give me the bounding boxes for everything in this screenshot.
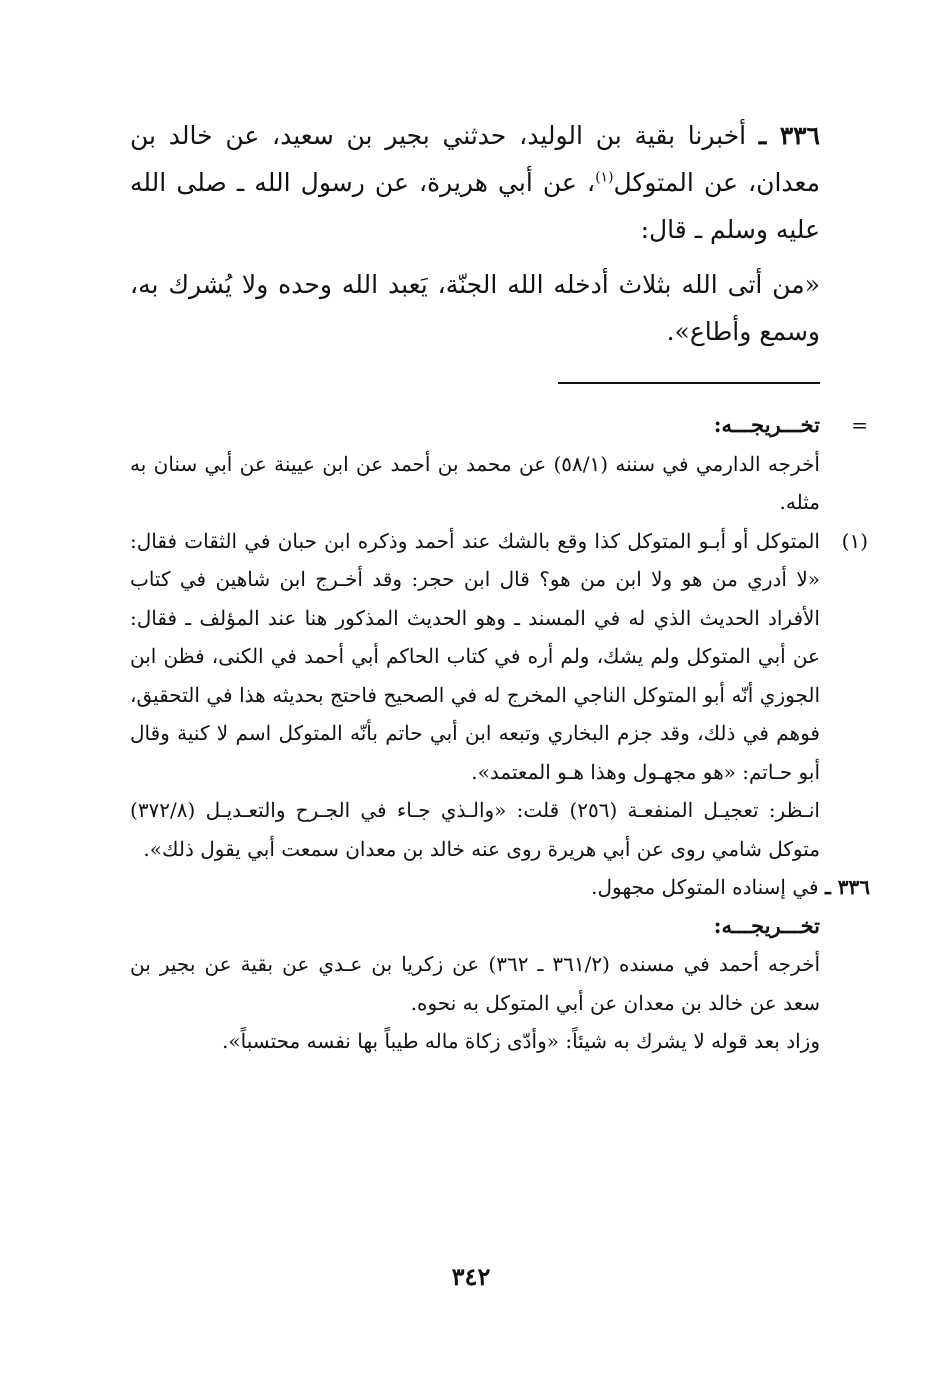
hadith-336-label: ٣٣٦ ـ — [824, 875, 870, 899]
footnote-separator — [558, 382, 820, 384]
isnad-part-2: ، عن أبي هريرة، عن رسول الله ـ صلى الله عليه وسلم ـ قال: — [130, 168, 820, 244]
takhrij-heading: تخـــريجـــه: — [713, 412, 820, 437]
hadith-336-extra: وزاد بعد قوله لا يشرك به شيئاً: «وأدّى زكاة ماله طيباً بها نفسه محتسباً». — [222, 1029, 820, 1053]
hadith-336-commentary — [130, 868, 870, 1061]
main-text — [130, 112, 820, 355]
continuation-text: أخرجه الدارمي في سننه (٥٨/١) عن محمد بن أحمد عن ابن عيينة عن أبي سنان به مثله. — [130, 451, 820, 514]
footnote-1 — [130, 522, 868, 869]
hadith-isnad — [130, 112, 820, 253]
continuation-note — [130, 406, 868, 522]
hadith-336-grading — [130, 868, 870, 907]
page-number: ٣٤٢ — [451, 1262, 491, 1291]
footnote-1-text: المتوكل أو أبـو المتوكل كذا وقع بالشك عند أحمد وذكره ابن حبان في الثقات فقال: «لا أدري من هو ولا ابن من هو؟ قال ابن حجر: وقد أخـرج ابن شاهين في كتاب الأفراد الحديث الذي له في المسند ـ وهو الحديث المذكور هنا عند المؤلف ـ فقال: عن أبي المتوكل ولم يشك، ولم أره في كتاب الحاكم أبي أحمد في الكنى، فظن ابن الجوزي أنّه أبو المتوكل الناجي المخرج له في الصحيح فاحتج بحديثه هذا في التحقيق، فوهم في ذلك، وقد جزم البخاري وتبعه ابن أبي حاتم بأنّه المتوكل اسم لا كنية وقال أبو حـاتم: «هو مجهـول وهذا هـو المعتمد». — [130, 528, 820, 784]
footnote-1-marker: (١) — [841, 528, 868, 553]
isnad-part-1: أخبرنا بقية بن الوليد، حدثني بجير بن سعيد، عن خالد بن معدان، عن المتوكل — [130, 121, 821, 197]
footnote-1-see: انـظر: تعجيـل المنفعـة (٢٥٦) قلت: «والـذي جـاء في الجـرح والتعـديـل (٣٧٢/٨) متوكل شامي روى عن أبي هريرة روى عنه خالد بن معدان سمعت أبي يقول ذلك». — [130, 798, 820, 861]
hadith-336-grading-text: في إسناده المتوكل مجهول. — [591, 875, 819, 899]
continuation-marker: = — [851, 413, 868, 437]
footnote-ref[interactable]: (١) — [595, 169, 614, 186]
footnotes — [130, 406, 870, 1061]
hadith-matn: «من أتى الله بثلاث أدخله الله الجنّة، يَعبد الله وحده ولا يُشرك به، وسمع وأطاع». — [130, 270, 820, 346]
takhrij-heading-336: تخـــريجـــه: — [713, 912, 820, 938]
hadith-336-takhrij: أخرجه أحمد في مسنده (٣٦١/٢ ـ ٣٦٢) عن زكريا بن عـدي عن بقية عن بجير بن سعد عن خالد بن معدان عن أبي المتوكل به نحوه. — [130, 952, 820, 1015]
hadith-number: ٣٣٦ ـ — [758, 121, 820, 150]
